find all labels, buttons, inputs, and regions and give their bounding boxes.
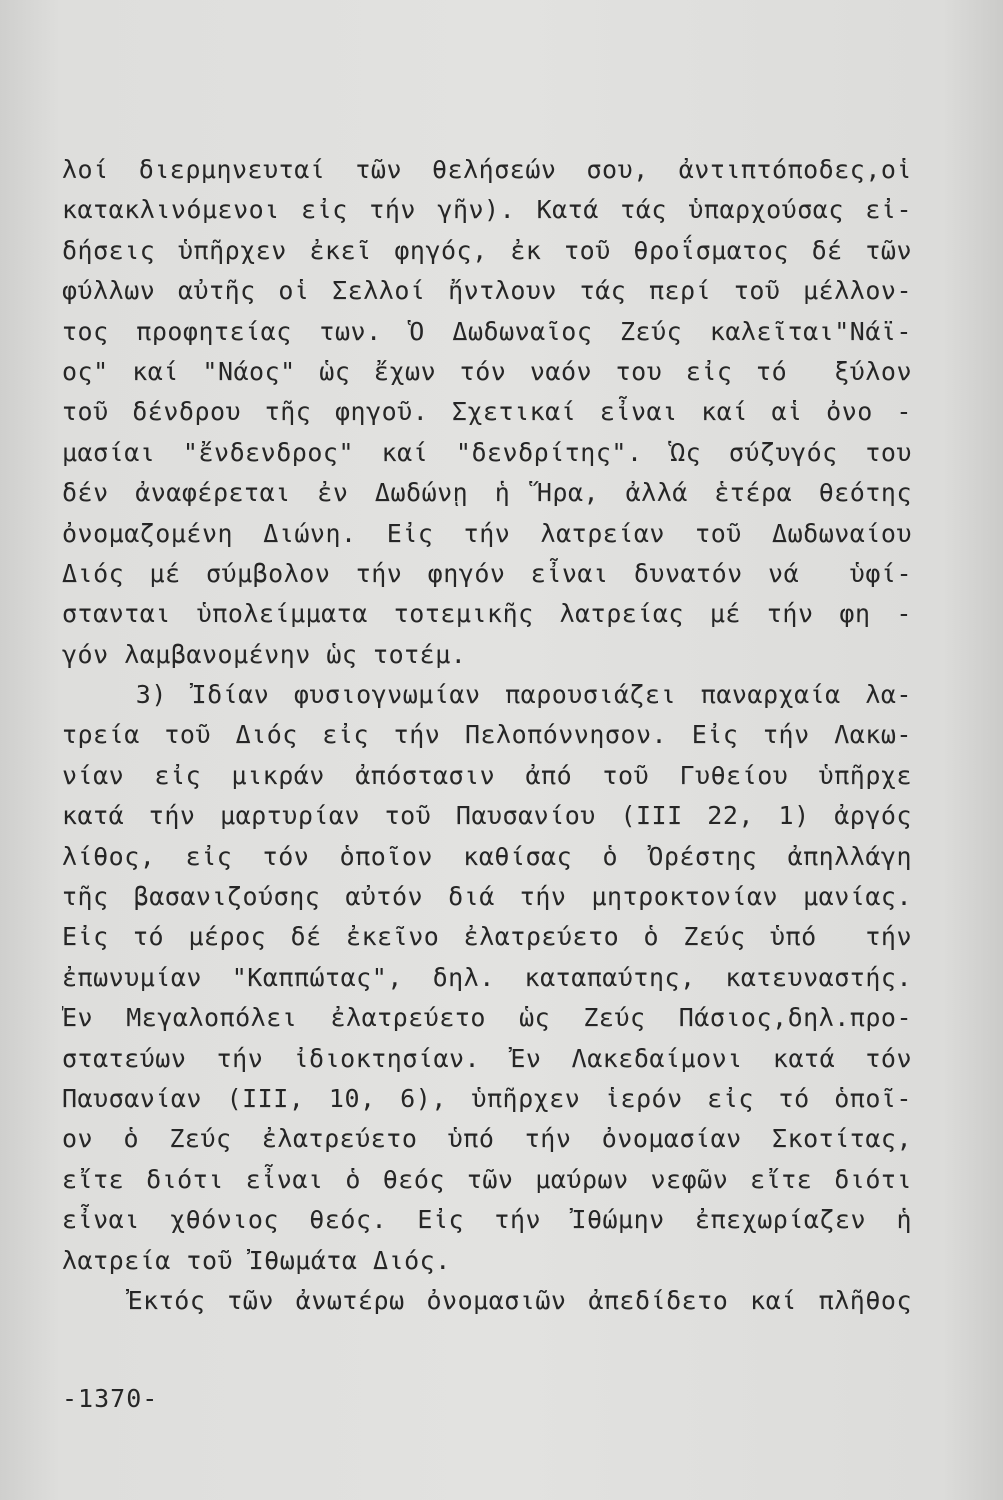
text-line: μασίαι "ἔνδενδρος" καί "δενδρίτης". Ὡς σύζυγός του bbox=[62, 437, 912, 467]
body-text bbox=[62, 150, 912, 1321]
text-line: στανται ὑπολείμματα τοτεμικῆς λατρείας μέ τήν φη - bbox=[62, 599, 912, 629]
text-line: ον ὁ Ζεύς ἐλατρεύετο ὑπό τήν ὀνομασίαν Σκοτίτας, bbox=[62, 1124, 912, 1154]
text-line: τῆς βασανιζούσης αὐτόν διά τήν μητροκτονίαν μανίας. bbox=[62, 882, 912, 912]
text-line: τοῦ δένδρου τῆς φηγοῦ. Σχετικαί εἶναι καί αἱ ὀνο - bbox=[62, 397, 912, 427]
text-line: δήσεις ὑπῆρχεν ἐκεῖ φηγός, ἐκ τοῦ θροΐσματος δέ τῶν bbox=[62, 235, 912, 265]
text-line: Ἐκτός τῶν ἀνωτέρω ὀνομασιῶν ἀπεδίδετο καί πλῆθος bbox=[62, 1285, 912, 1315]
text-line: κατά τήν μαρτυρίαν τοῦ Παυσανίου (ΙΙΙ 22, 1) ἀργός bbox=[62, 801, 912, 831]
text-line: εἶναι χθόνιος θεός. Εἰς τήν Ἰθώμην ἐπεχωρίαζεν ἡ bbox=[62, 1205, 912, 1235]
text-line: γόν λαμβανομένην ὡς τοτέμ. bbox=[62, 639, 467, 669]
text-line: ἐπωνυμίαν "Καππώτας", δηλ. καταπαύτης, κατευναστής. bbox=[62, 962, 912, 992]
text-line: φύλλων αὐτῆς οἱ Σελλοί ἤντλουν τάς περί τοῦ μέλλον- bbox=[62, 276, 912, 306]
text-line: λίθος, εἰς τόν ὁποῖον καθίσας ὁ Ὀρέστης ἀπηλλάγη bbox=[62, 841, 912, 871]
text-line: Ἐν Μεγαλοπόλει ἐλατρεύετο ὡς Ζεύς Πάσιος,δηλ.προ- bbox=[62, 1003, 912, 1033]
text-line: εἴτε διότι εἶναι ὁ θεός τῶν μαύρων νεφῶν εἴτε διότι bbox=[62, 1164, 912, 1194]
page-number: -1370- bbox=[62, 1384, 159, 1413]
text-line: νίαν εἰς μικράν ἀπόστασιν ἀπό τοῦ Γυθείου ὑπῆρχε bbox=[62, 760, 912, 790]
text-line: λοί διερμηνευταί τῶν θελήσεών σου, ἀντιπτόποδες,οἱ bbox=[62, 155, 912, 184]
text-line: κατακλινόμενοι εἰς τήν γῆν). Κατά τάς ὑπαρχούσας εἰ- bbox=[62, 195, 912, 225]
text-line: ος" καί "Νάος" ὡς ἔχων τόν ναόν του εἰς τό ξύλον bbox=[62, 356, 912, 386]
text-line: τρεία τοῦ Διός εἰς τήν Πελοπόννησον. Εἰς τήν Λακω- bbox=[62, 720, 912, 750]
text-line: Παυσανίαν (ΙΙΙ, 10, 6), ὑπῆρχεν ἱερόν εἰς τό ὁποῖ- bbox=[62, 1083, 912, 1113]
text-line: δέν ἀναφέρεται ἐν Δωδώνῃ ἡ Ἥρα, ἀλλά ἑτέρα θεότης bbox=[62, 478, 912, 508]
text-line: 3) Ἰδίαν φυσιογνωμίαν παρουσιάζει παναρχαία λα- bbox=[62, 680, 912, 710]
text-line: τος προφητείας των. Ὁ Δωδωναῖος Ζεύς καλεῖται"Νάϊ- bbox=[62, 316, 912, 346]
text-line: ὀνομαζομένη Διώνη. Εἰς τήν λατρείαν τοῦ Δωδωναίου bbox=[62, 518, 912, 548]
text-line: Διός μέ σύμβολον τήν φηγόν εἶναι δυνατόν νά ὑφί- bbox=[62, 558, 912, 588]
text-line: Εἰς τό μέρος δέ ἐκεῖνο ἐλατρεύετο ὁ Ζεύς ὑπό τήν bbox=[62, 922, 912, 952]
text-line: λατρεία τοῦ Ἰθωμάτα Διός. bbox=[62, 1245, 451, 1275]
text-line: στατεύων τήν ἰδιοκτησίαν. Ἐν Λακεδαίμονι κατά τόν bbox=[62, 1043, 912, 1073]
